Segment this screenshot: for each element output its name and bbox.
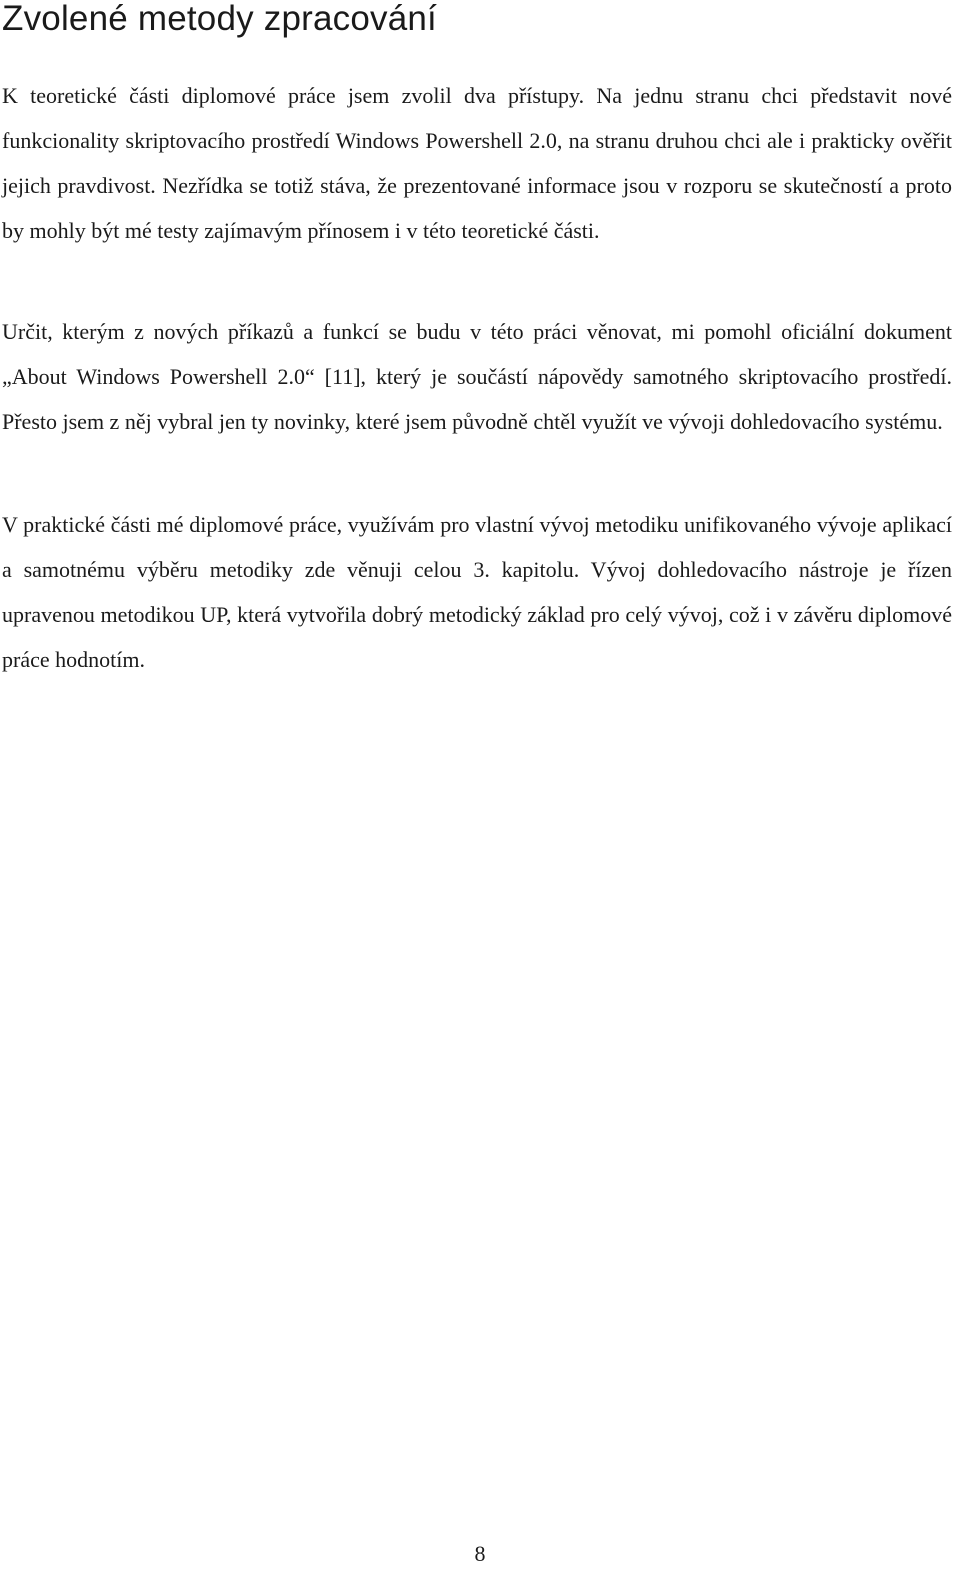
- page-number: 8: [474, 1541, 486, 1566]
- section-heading: Zvolené metody zpracování: [2, 0, 437, 38]
- paragraph-approach: K teoretické části diplomové práce jsem zvolil dva přístupy. Na jednu stranu chci představit nové funkcionality skriptovacího prostředí Windows Powershell 2.0, na stranu druhou chci ale i prakticky ověřit jejich pravdivost. Nezřídka se totiž stáva, že prezentované informace jsou v rozporu se skutečností a proto by mohly být mé testy zajímavým přínosem i v této teoretické části.: [2, 83, 952, 243]
- paragraph-sources: Určit, kterým z nových příkazů a funkcí se budu v této práci věnovat, mi pomohl oficiální dokument „About Windows Powershell 2.0“ [11], který je součástí nápovědy samotného skriptovacího prostředí. Přesto jsem z něj vybral jen ty novinky, které jsem původně chtěl využít ve vývoji dohledovacího systému.: [2, 319, 952, 434]
- paragraph-methodology: V praktické části mé diplomové práce, využívám pro vlastní vývoj metodiku unifikovaného vývoje aplikací a samotnému výběru metodiky zde věnuji celou 3. kapitolu. Vývoj dohledovacího nástroje je řízen upravenou metodikou UP, která vytvořila dobrý metodický základ pro celý vývoj, což i v závěru diplomové práce hodnotím.: [2, 512, 952, 672]
